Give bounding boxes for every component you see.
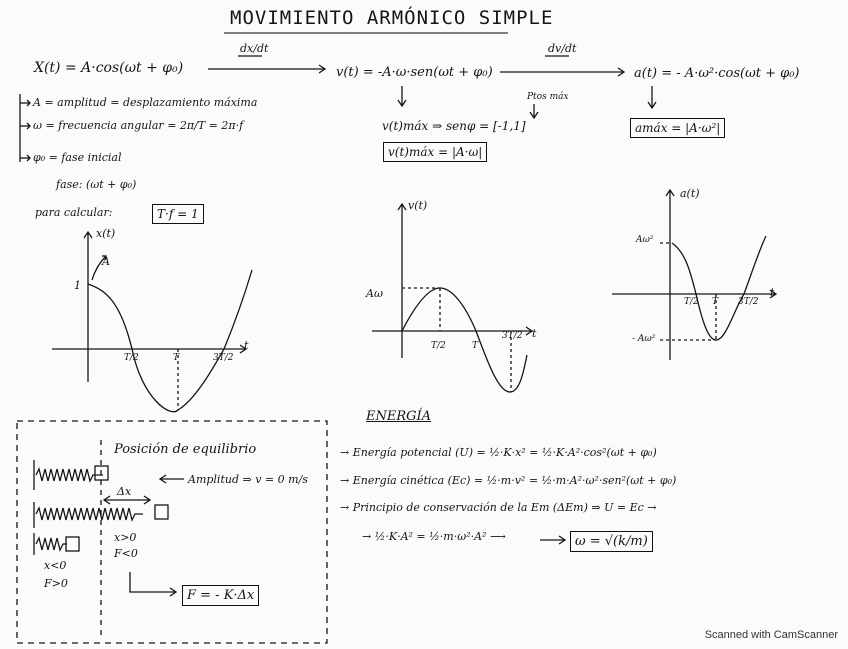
graph3-tick-half: T/2 [684, 297, 699, 307]
max-points-note: Ptos máx [527, 92, 569, 102]
vmax-box: v(t)máx = |A·ω| [383, 142, 487, 162]
def-phase: fase: (ωt + φ₀) [56, 178, 137, 191]
derivative-dv-label: dv/dt [548, 42, 577, 55]
graph1-ylabel: x(t) [96, 227, 116, 240]
graph3-ylabel: a(t) [680, 187, 700, 200]
graph1-xlabel: t [244, 339, 249, 352]
graph3-tick-3half: 3T/2 [738, 297, 759, 307]
page-title: MOVIMIENTO ARMÓNICO SIMPLE [230, 7, 554, 29]
derivative-dx-label: dx/dt [240, 42, 269, 55]
x-positive-label: x>0 [114, 531, 137, 544]
graph2-tick-3half: 3T/2 [502, 331, 523, 341]
graph3-tick-t: T [712, 297, 719, 307]
graph1-tick-3half: 3T/2 [213, 353, 234, 363]
period-frequency-box: T·f = 1 [152, 204, 204, 224]
graph2-aw-label: Aω [366, 287, 383, 300]
graph3-neg-aw2-label: - Aω² [632, 334, 656, 344]
amax-box: amáx = |A·ω²| [630, 118, 725, 138]
omega-result-box: ω = √(k/m) [570, 531, 653, 552]
energy-heading: ENERGÍA [366, 409, 432, 424]
graph1-one-label: 1 [74, 279, 81, 292]
force-negative-label: F<0 [114, 547, 138, 560]
def-angular-frequency: ω = frecuencia angular = 2π/T = 2π·f [33, 119, 244, 132]
graph3-xlabel: t [770, 286, 775, 299]
graph1-tick-half: T/2 [124, 353, 139, 363]
def-initial-phase: φ₀ = fase inicial [33, 151, 122, 164]
kinetic-energy-line: → Energía cinética (Ec) = ½·m·v² = ½·m·A²·ω²·sen²(ωt + φ₀) [340, 474, 677, 487]
graph1-amplitude-label: A [102, 255, 110, 268]
force-positive-label: F>0 [44, 577, 68, 590]
velocity-equation: v(t) = -A·ω·sen(ωt + φ₀) [336, 65, 493, 80]
amplitude-note: Amplitud ⇒ v = 0 m/s [188, 473, 308, 486]
def-amplitude: A = amplitud = desplazamiento máxima [33, 96, 258, 109]
graph2-xlabel: t [532, 327, 537, 340]
position-equation: X(t) = A·cos(ωt + φ₀) [34, 60, 184, 76]
graph2-ylabel: v(t) [408, 199, 428, 212]
x-negative-label: x<0 [44, 559, 67, 572]
energy-derivation: → ½·K·A² = ½·m·ω²·A² ⟶ [362, 530, 506, 543]
para-calcular: para calcular: [35, 206, 113, 219]
graph1-tick-t: T [173, 353, 180, 363]
graph2-tick-t: T [472, 341, 479, 351]
delta-x-label: Δx [117, 485, 132, 498]
conservation-line: → Principio de conservación de la Em (ΔEm) ⇒ U = Ec → [340, 501, 657, 514]
graph2-tick-half: T/2 [431, 341, 446, 351]
equilibrium-position-label: Posición de equilibrio [114, 442, 257, 457]
graph3-aw2-label: Aω² [636, 235, 654, 245]
hooke-law-box: F = - K·Δx [182, 585, 259, 606]
acceleration-equation: a(t) = - A·ω²·cos(ωt + φ₀) [634, 66, 800, 81]
scanner-watermark: Scanned with CamScanner [704, 629, 838, 641]
vmax-condition: v(t)máx ⇒ senφ = [-1,1] [382, 119, 526, 133]
potential-energy-line: → Energía potencial (U) = ½·K·x² = ½·K·A²·cos²(ωt + φ₀) [340, 446, 657, 459]
